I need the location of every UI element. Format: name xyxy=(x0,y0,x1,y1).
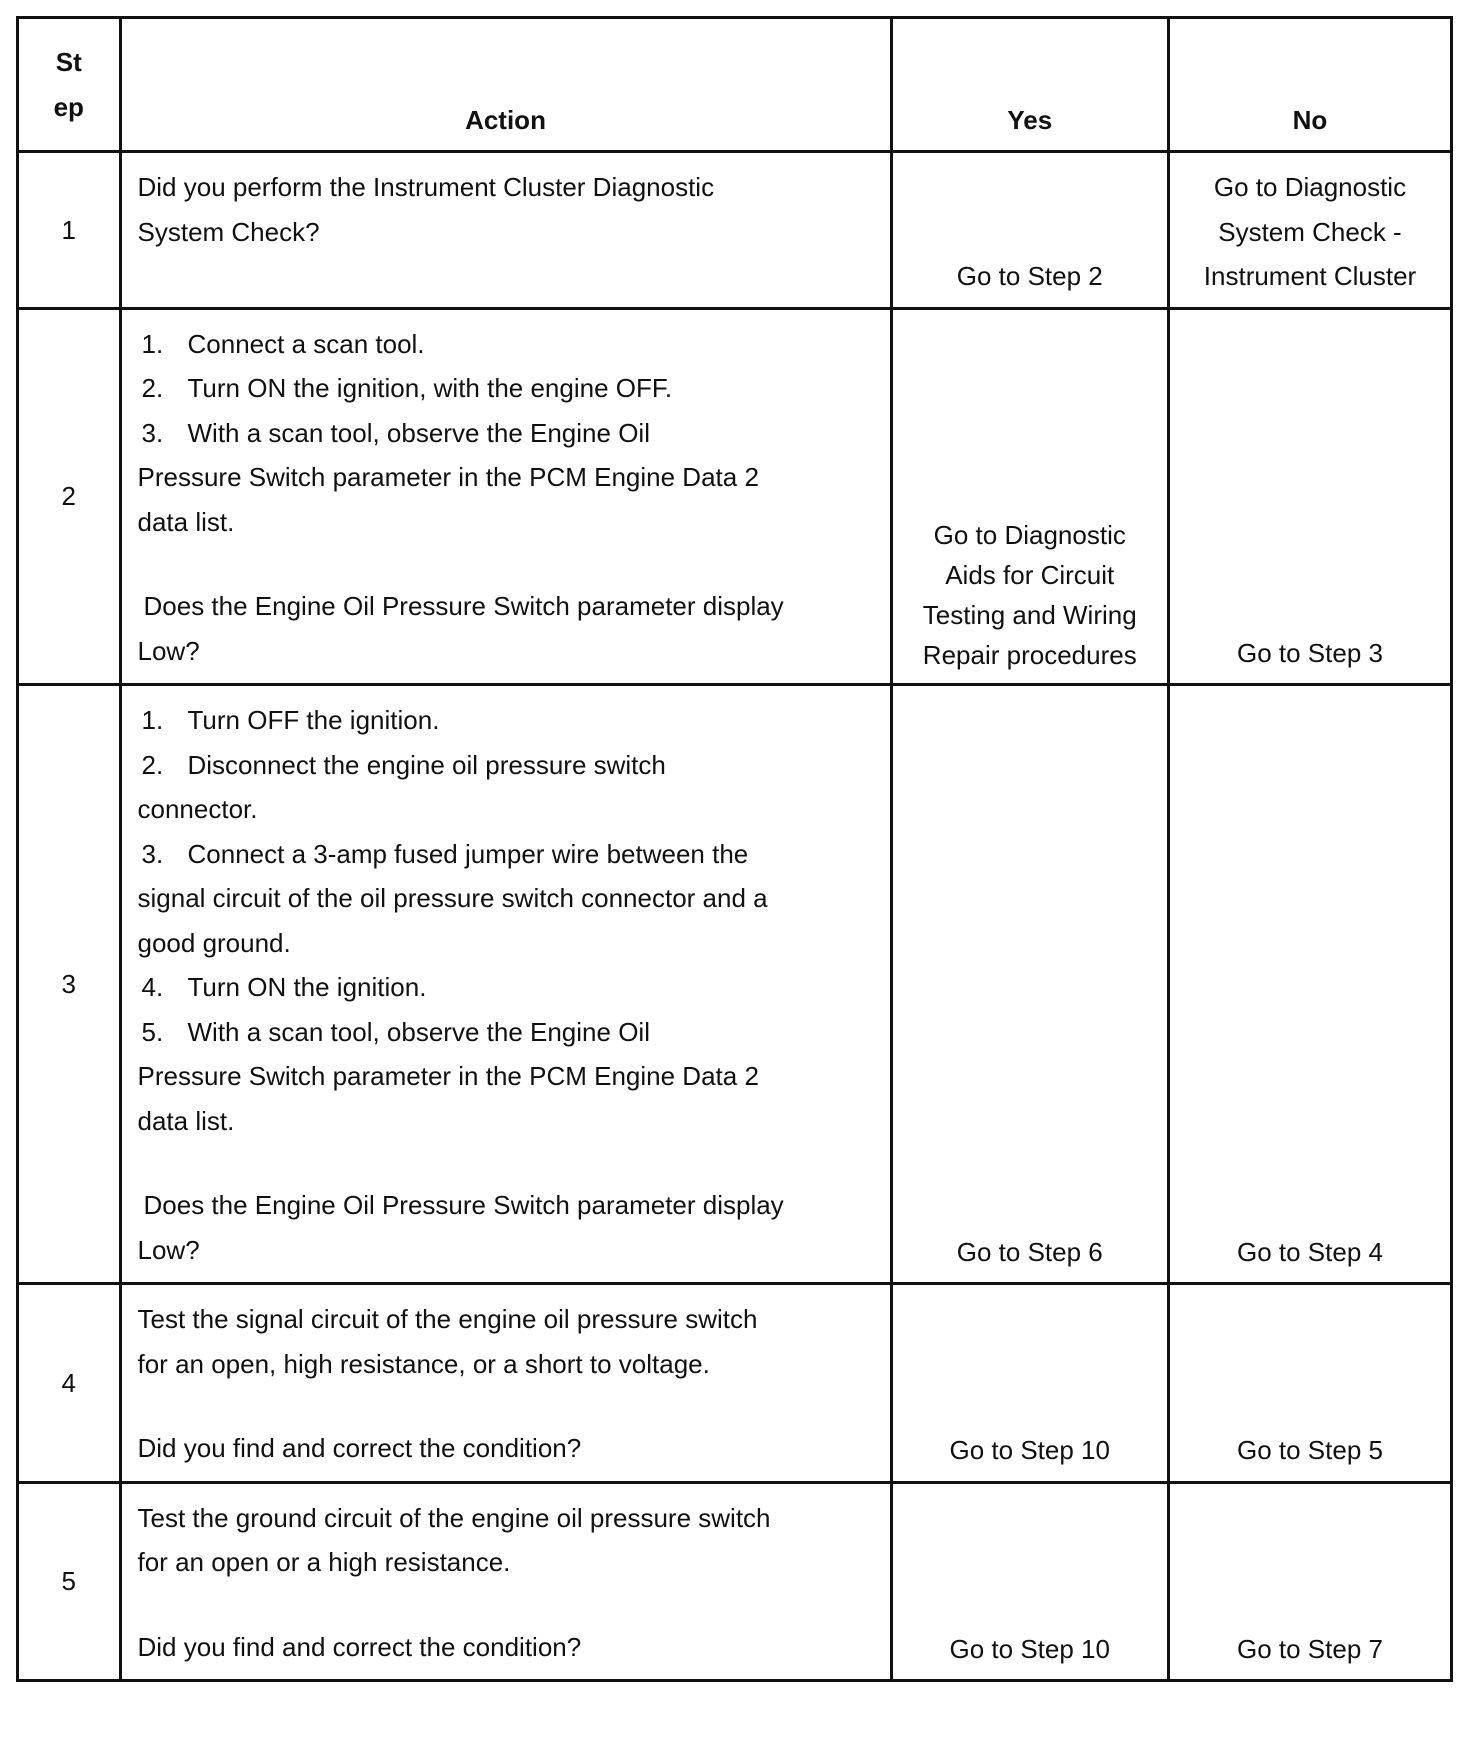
no-cell: Go to Step 5 xyxy=(1168,1284,1451,1483)
action-header: Action xyxy=(120,18,891,152)
step-number: 4 xyxy=(18,1284,121,1483)
list-item: 2. Disconnect the engine oil pressure switch xyxy=(141,749,666,780)
list-item: 3. With a scan tool, observe the Engine Oil xyxy=(141,417,650,448)
list-item: 2. Turn ON the ignition, with the engine OFF. xyxy=(141,373,673,403)
yes-header: Yes xyxy=(891,18,1168,152)
action-cell: 1. Turn OFF the ignition. 2. Disconnect the engine oil pressure switch connector. 3. Connect a 3-amp fused jumper wire between the signal circuit of the oil pressure switch connector and a good ground. 4. Turn ON the ignition. 5. With a scan tool, observe the Engine Oil Pressure Switch parameter in the PCM Engine Data 2 data list. Does the Engine Oil Pressure Switch parameter display Low? xyxy=(120,685,891,1284)
table-row xyxy=(18,308,1452,685)
table-row xyxy=(18,685,1452,1284)
no-cell: Go to Step 4 xyxy=(1168,685,1451,1284)
table-row xyxy=(18,1284,1452,1483)
step-number: 2 xyxy=(18,308,121,685)
list-item: 1. Connect a scan tool. xyxy=(141,328,425,359)
diagnostic-table xyxy=(16,16,1453,1682)
step-number: 1 xyxy=(18,152,121,309)
table-row xyxy=(18,1482,1452,1681)
action-cell: Test the signal circuit of the engine oil pressure switch for an open, high resistance, or a short to voltage. Did you find and correct the condition? xyxy=(120,1284,891,1483)
list-item: 3. Connect a 3-amp fused jumper wire between the xyxy=(141,838,749,869)
yes-cell: Go to Step 6 xyxy=(891,685,1168,1284)
action-cell: Did you perform the Instrument Cluster Diagnostic System Check? xyxy=(120,152,891,309)
question-text: Did you find and correct the condition? xyxy=(137,1631,582,1662)
no-cell: Go to Diagnostic System Check - Instrument Cluster xyxy=(1168,152,1451,309)
yes-cell: Go to Step 2 xyxy=(891,152,1168,309)
no-cell: Go to Step 3 xyxy=(1168,308,1451,685)
question-text: Does the Engine Oil Pressure Switch parameter display xyxy=(143,591,784,621)
list-item: 4. Turn ON the ignition. xyxy=(141,972,427,1002)
action-cell: Test the ground circuit of the engine oil pressure switch for an open or a high resistance. Did you find and correct the condition? xyxy=(120,1482,891,1681)
header-row xyxy=(18,18,1452,152)
question-text: Does the Engine Oil Pressure Switch parameter display xyxy=(143,1190,784,1220)
question-text: Did you find and correct the condition? xyxy=(137,1433,582,1463)
step-number: 3 xyxy=(18,685,121,1284)
no-cell: Go to Step 7 xyxy=(1168,1482,1451,1681)
yes-cell: Go to Diagnostic Aids for Circuit Testing and Wiring Repair procedures xyxy=(891,308,1168,685)
no-header: No xyxy=(1168,18,1451,152)
yes-cell: Go to Step 10 xyxy=(891,1284,1168,1483)
action-cell: 1. Connect a scan tool. 2. Turn ON the ignition, with the engine OFF. 3. With a scan tool, observe the Engine Oil Pressure Switch parameter in the PCM Engine Data 2 data list. Does the Engine Oil Pressure Switch parameter display Low? xyxy=(120,308,891,685)
list-item: 1. Turn OFF the ignition. xyxy=(141,705,440,735)
table-row xyxy=(18,152,1452,309)
step-header: St ep xyxy=(18,18,121,152)
yes-cell: Go to Step 10 xyxy=(891,1482,1168,1681)
list-item: 5. With a scan tool, observe the Engine Oil xyxy=(141,1016,650,1047)
step-number: 5 xyxy=(18,1482,121,1681)
